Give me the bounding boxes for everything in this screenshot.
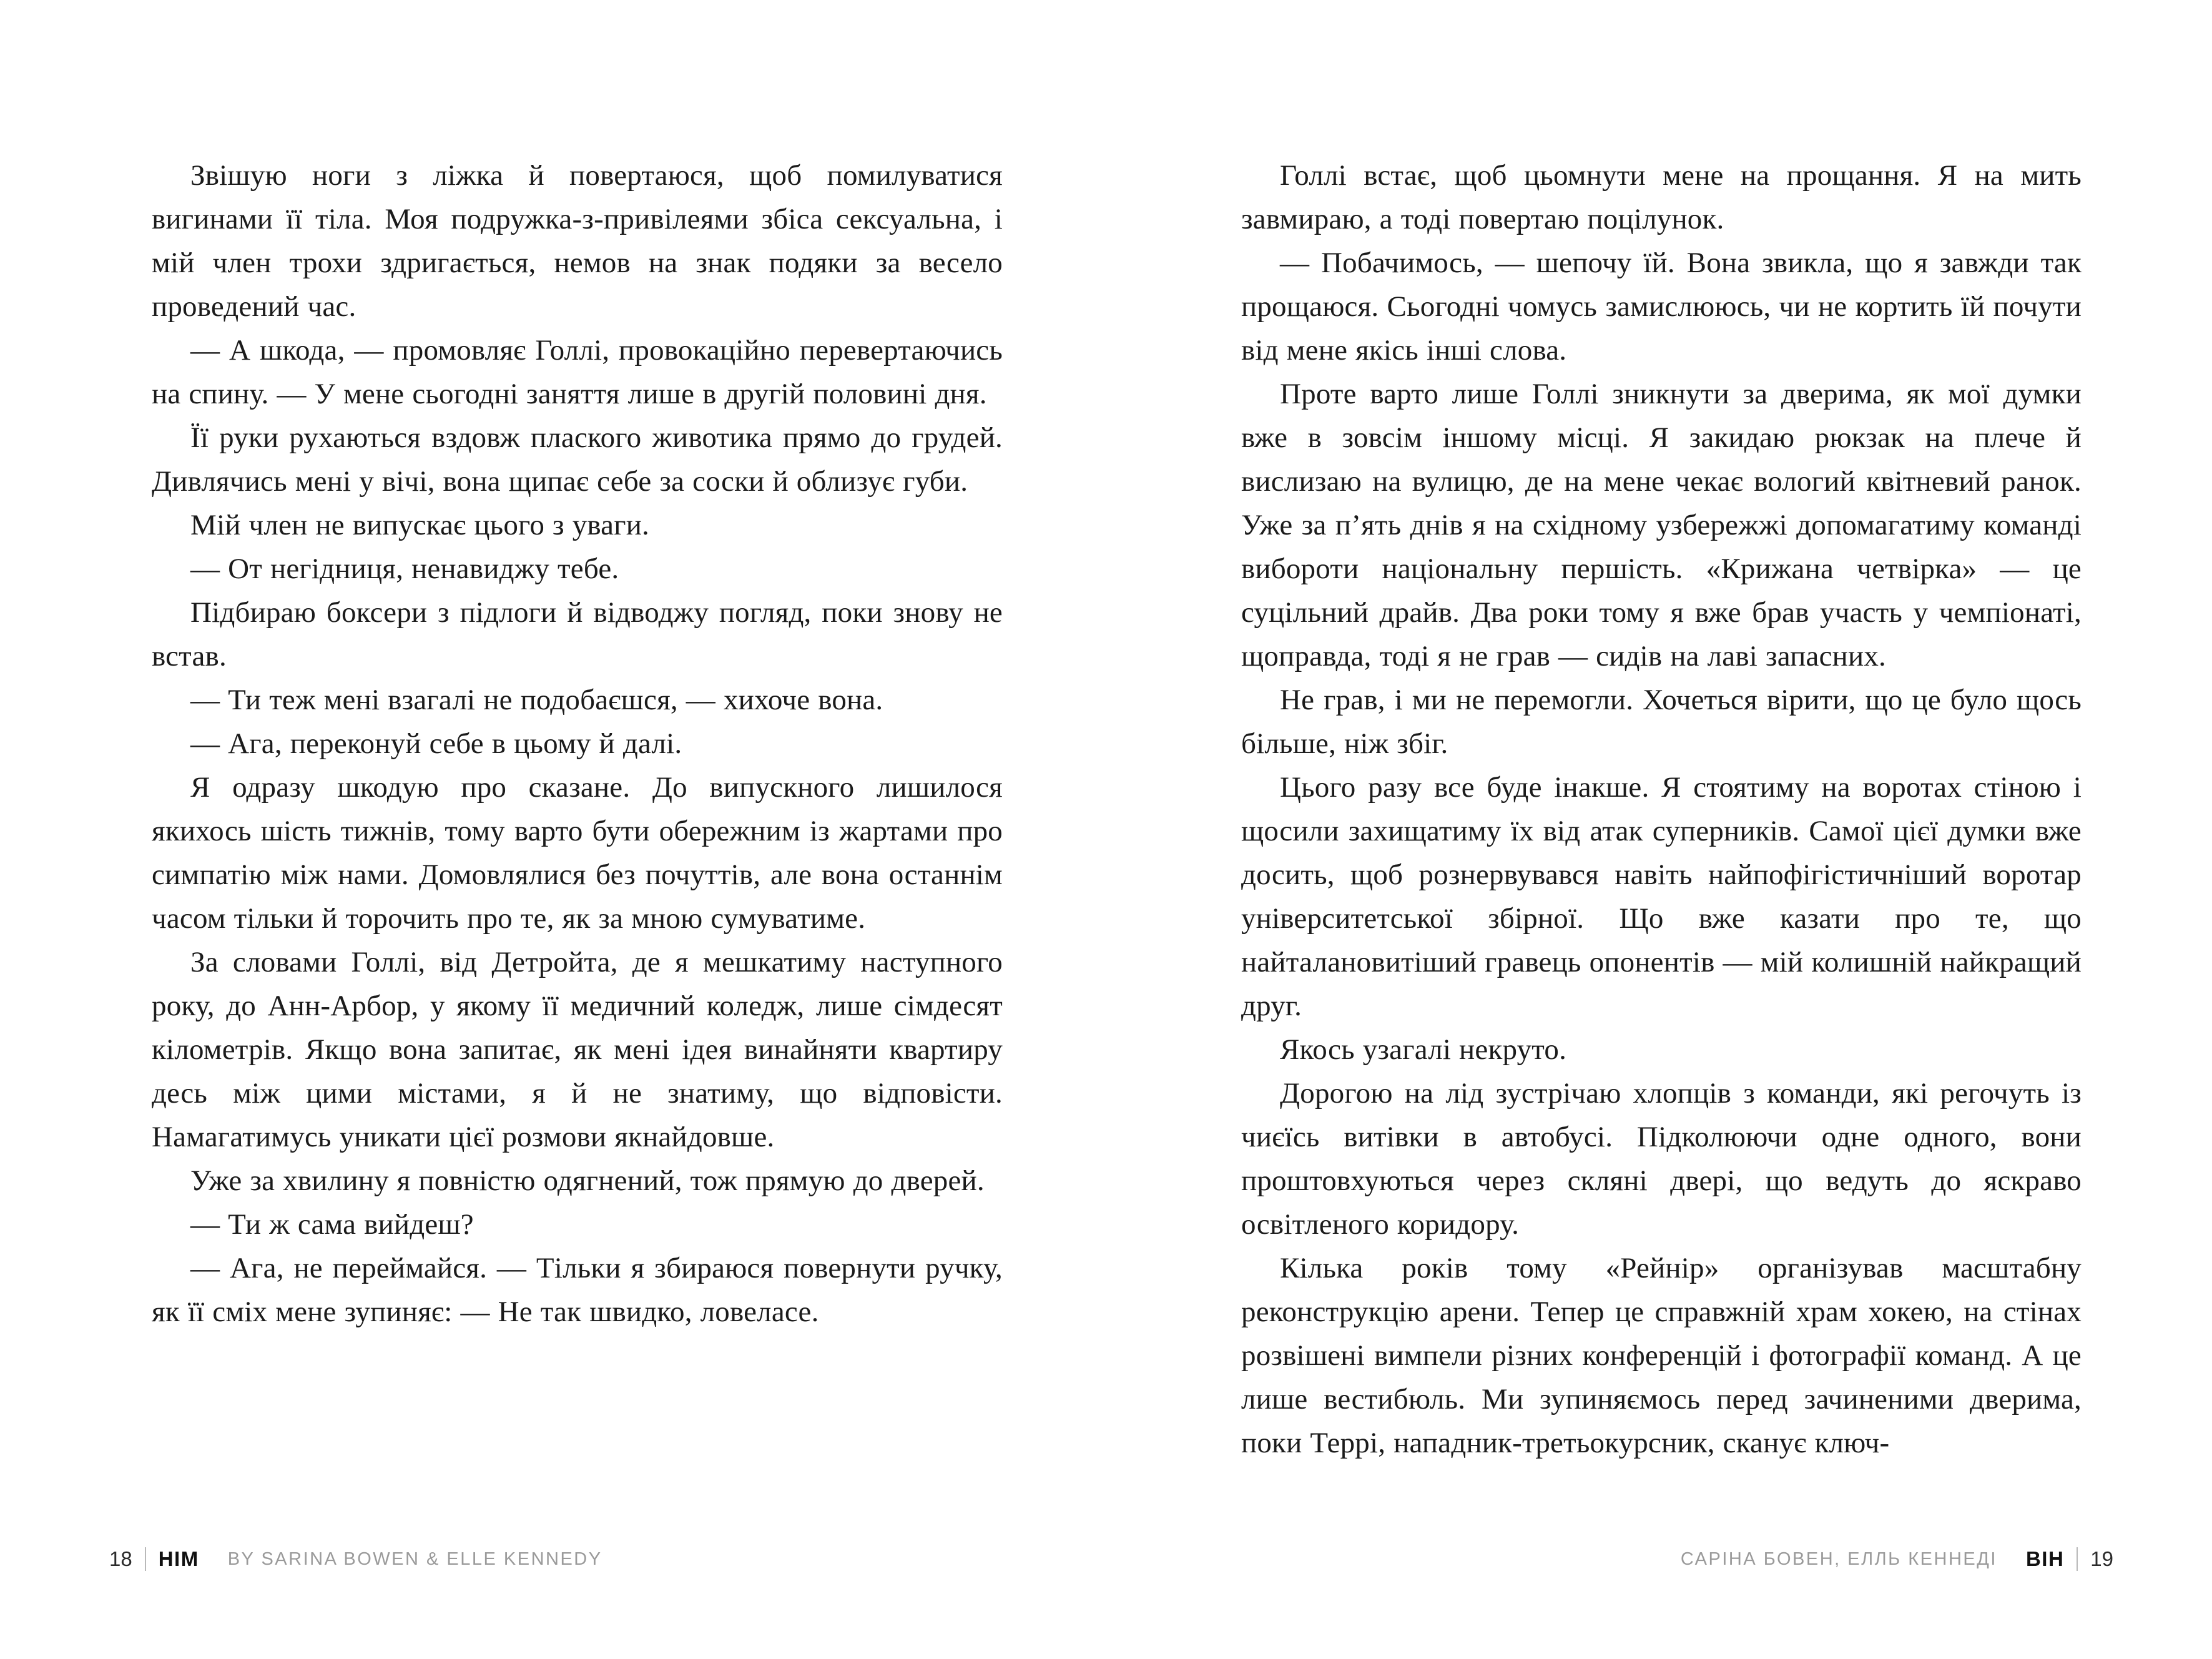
paragraph: — Ти теж мені взагалі не подобаєшся, — хихоче вона. bbox=[190, 684, 883, 716]
paragraph: Мій член не випускає цього з уваги. bbox=[190, 509, 650, 541]
page-right-footer bbox=[1681, 1547, 2113, 1571]
paragraph: — Ага, не переймайся. — Тільки я збираюся повернути ручку, як її сміх мене зупиняє: — Не так швидко, ловеласе. bbox=[152, 1252, 1003, 1328]
paragraph: Проте варто лише Голлі зникнути за дверима, як мої думки вже в зовсім іншому місці. Я закидаю рюкзак на плече й вислизаю на вулицю, де на мене чекає вологий квітневий ранок. Уже за п’ять днів я на східному узбережжі допомагатиму команді вибороти національну першість. «Крижана четвірка» — це суцільний драйв. Два роки тому я вже брав участь у чемпіонаті, щоправда, тоді я не грав — сидів на лаві запасних. bbox=[1241, 378, 2082, 672]
paragraph: Дорогою на лід зустрічаю хлопців з команди, які регочуть із чиєїсь витівки в автобусі. Підколюючи одне одного, вони проштовхуються через скляні двері, що ведуть до яскраво освітленого коридору. bbox=[1241, 1077, 2082, 1241]
page-right-text bbox=[1241, 154, 2082, 1465]
paragraph: Голлі встає, щоб цьомнути мене на прощання. Я на мить завмираю, а тоді повертаю поцілунок. bbox=[1241, 159, 2082, 235]
paragraph: Я одразу шкодую про сказане. До випускного лишилося якихось шість тижнів, тому варто бути обережним із жартами про симпатію між нами. Домовлялися без почуттів, але вона останнім часом тільки й торочить про те, як за мною сумуватиме. bbox=[152, 771, 1003, 935]
paragraph: — А шкода, — промовляє Голлі, провокаційно перевертаючись на спину. — У мене сьогодні заняття лише в другій половині дня. bbox=[152, 334, 1003, 410]
page-number-left: 18 bbox=[109, 1547, 132, 1570]
book-title-english: HIM bbox=[158, 1547, 199, 1570]
paragraph: Не грав, і ми не перемогли. Хочеться вірити, що це було щось більше, ніж збіг. bbox=[1241, 684, 2082, 760]
paragraph: — Побачимось, — шепочу їй. Вона звикла, що я завжди так прощаюся. Сьогодні чомусь замислююсь, чи не кортить їй почути від мене якісь інші слова. bbox=[1241, 247, 2082, 367]
paragraph: — От негідниця, ненавиджу тебе. bbox=[190, 553, 619, 585]
paragraph: Цього разу все буде інакше. Я стоятиму на воротах стіною і щосили захищатиму їх від атак суперників. Самої цієї думки вже досить, щоб рознервувався навіть найпофігістичніший воротар університетської збірної. Що вже казати про те, що найталановитіший гравець опонентів — мій колишній найкращий друг. bbox=[1241, 771, 2082, 1022]
footer-divider bbox=[145, 1547, 146, 1571]
paragraph: Її руки рухаються вздовж плаского животика прямо до грудей. Дивлячись мені у вічі, вона щипає себе за соски й облизує губи. bbox=[152, 421, 1003, 498]
paragraph: Кілька років тому «Рейнір» організував масштабну реконструкцію арени. Тепер це справжній храм хокею, на стінах розвішені вимпели різних конференцій і фотографії команд. А це лише вестибюль. Ми зупиняємось перед зачиненими дверима, поки Террі, нападник-третьокурсник, сканує ключ- bbox=[1241, 1252, 2082, 1459]
footer-divider bbox=[2077, 1547, 2078, 1571]
book-title-ukrainian: ВІН bbox=[2025, 1547, 2065, 1570]
paragraph: — Ти ж сама вийдеш? bbox=[190, 1208, 474, 1241]
paragraph: Підбираю боксери з підлоги й відводжу погляд, поки знову не встав. bbox=[152, 596, 1003, 672]
paragraph: — Ага, переконуй себе в цьому й далі. bbox=[190, 727, 682, 760]
page-left-text bbox=[152, 154, 1003, 1334]
page-number-right: 19 bbox=[2090, 1547, 2113, 1570]
book-byline: BY SARINA BOWEN & ELLE KENNEDY bbox=[227, 1548, 602, 1569]
paragraph: Якось узагалі некруто. bbox=[1280, 1033, 1567, 1066]
paragraph: Уже за хвилину я повністю одягнений, тож прямую до дверей. bbox=[190, 1164, 985, 1197]
page-left-footer bbox=[109, 1547, 602, 1571]
paragraph: Звішую ноги з ліжка й повертаюся, щоб помилуватися вигинами її тіла. Моя подружка-з-привілеями збіса сексуальна, і мій член трохи здригається, немов на знак подяки за весело проведений час. bbox=[152, 159, 1003, 323]
book-authors: САРІНА БОВЕН, ЕЛЛЬ КЕННЕДІ bbox=[1680, 1548, 1997, 1569]
paragraph: За словами Голлі, від Детройта, де я мешкатиму наступного року, до Анн-Арбор, у якому її медичний коледж, лише сімдесят кілометрів. Якщо вона запитає, як мені ідея винайняти квартиру десь між цими містами, я й не знатиму, що відповісти. Намагатимусь уникати цієї розмови якнайдовше. bbox=[152, 946, 1003, 1153]
